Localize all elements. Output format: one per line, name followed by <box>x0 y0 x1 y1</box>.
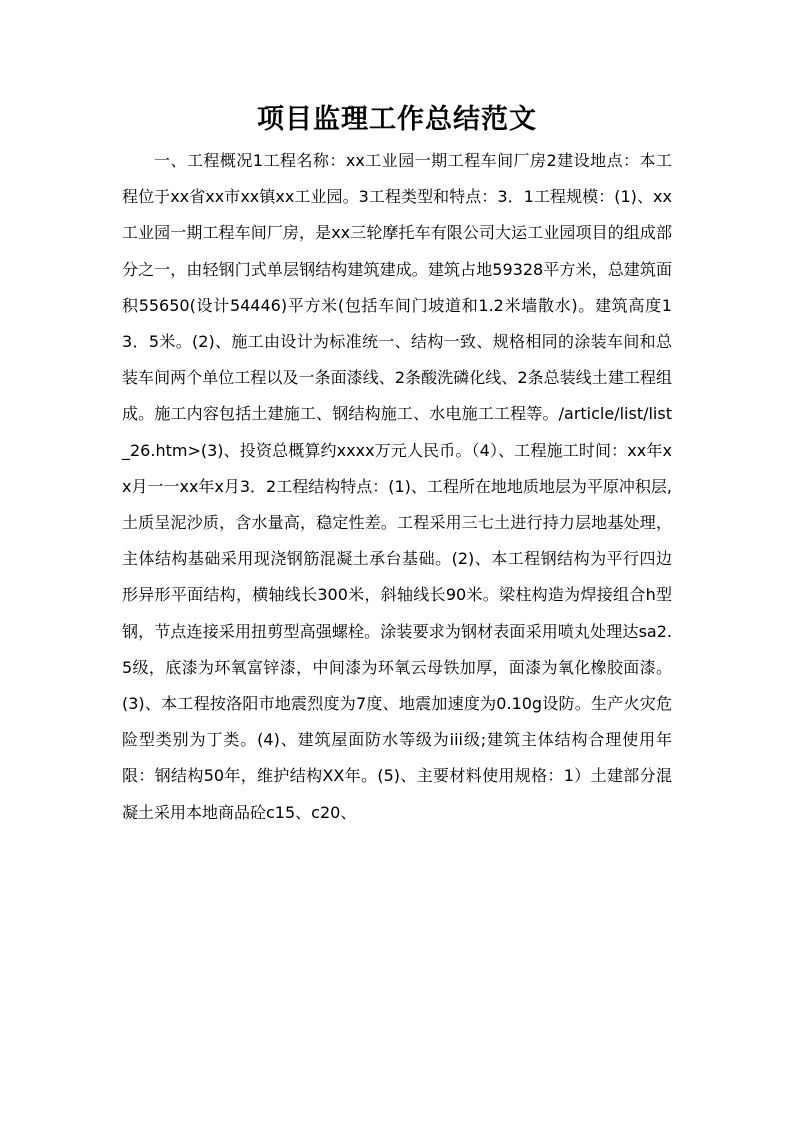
document-title: 项目监理工作总结范文 <box>257 104 537 135</box>
document-body-paragraph: 一、工程概况1工程名称：xx工业园一期工程车间厂房2建设地点：本工程位于xx省xx市xx镇xx工业园。3工程类型和特点：3．1工程规模：(1)、xx工业园一期工程车间厂房，是xx三轮摩托车有限公司大运工业园项目的组成部分之一，由轻钢门式单层钢结构建筑建成。建筑占地59328平方米，总建筑面积55650(设计54446)平方米(包括车间门坡道和1.2米墙散水)。建筑高度13．5米。(2)、施工由设计为标准统一、结构一致、规格相同的涂装车间和总装车间两个单位工程以及一条面漆线、2条酸洗磷化线、2条总装线土建工程组成。施工内容包括土建施工、钢结构施工、水电施工工程等。/article/list/list_26.htm>(3)、投资总概算约xxxx万元人民币。（4）、工程施工时间：xx年xx月一一xx年x月3．2工程结构特点：(1)、工程所在地地质地层为平原冲积层,土质呈泥沙质，含水量高，稳定性差。工程采用三七土进行持力层地基处理，主体结构基础采用现浇钢筋混凝土承台基础。(2)、本工程钢结构为平行四边形异形平面结构，横轴线长300米，斜轴线长90米。梁柱构造为焊接组合h型钢，节点连接采用扭剪型高强螺栓。涂装要求为钢材表面采用喷丸处理达sa2.5级，底漆为环氧富锌漆，中间漆为环氧云母铁加厚，面漆为氧化橡胶面漆。(3)、本工程按洛阳市地震烈度为7度、地震加速度为0.10g设防。生产火灾危险型类别为丁类。(4)、建筑屋面防水等级为iii级;建筑主体结构合理使用年限：钢结构50年，维护结构XX年。(5)、主要材料使用规格：1）土建部分混凝土采用本地商品砼c15、c20、 <box>122 151 672 822</box>
